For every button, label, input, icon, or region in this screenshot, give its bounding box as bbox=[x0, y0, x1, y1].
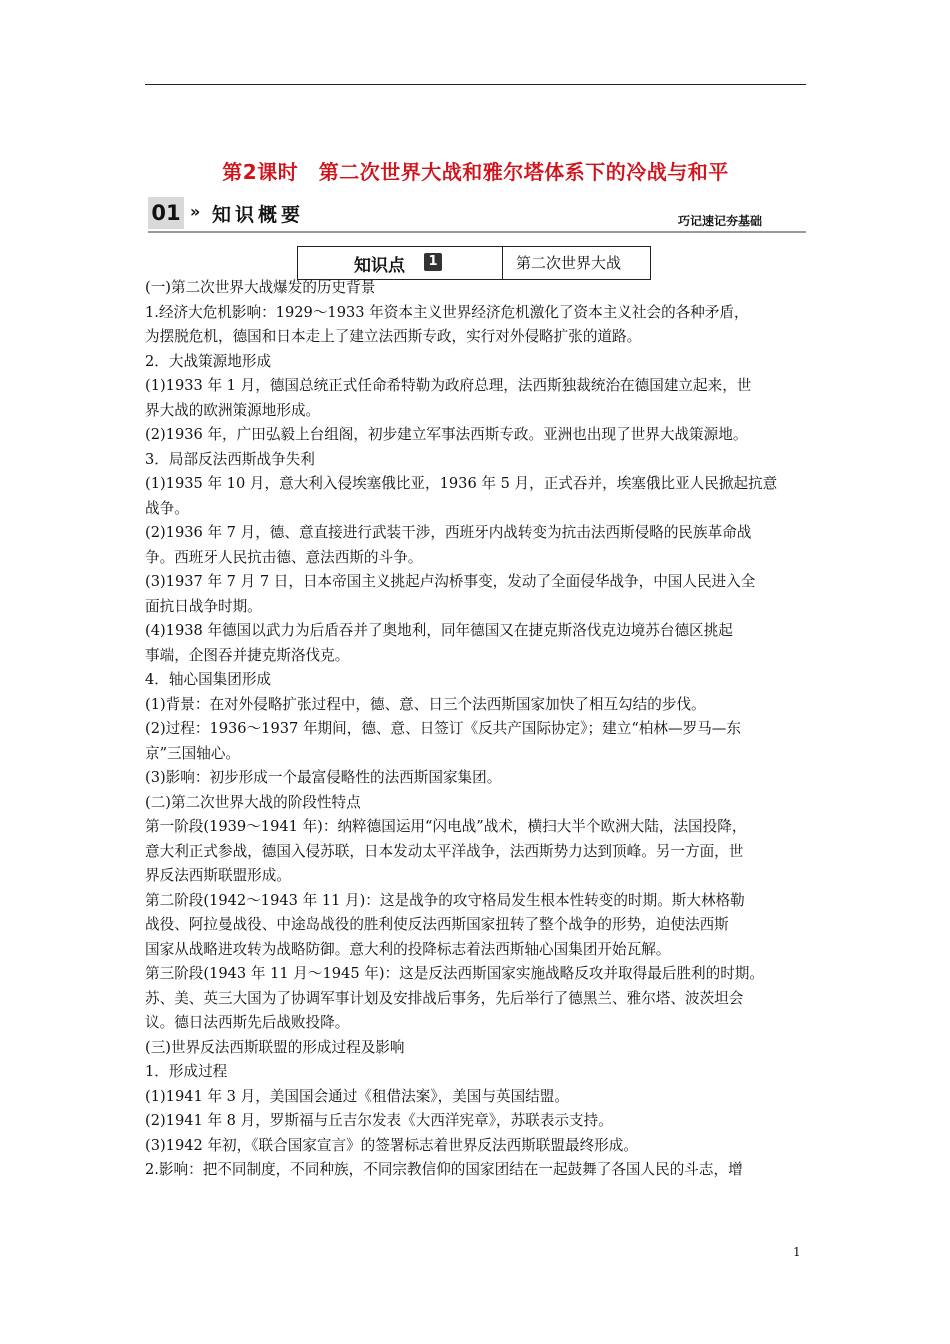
text-line: (2)1941 年 8 月，罗斯福与丘吉尔发表《大西洋宪章》，苏联表示支持。 bbox=[145, 1112, 613, 1129]
text-line: 意大利正式参战，德国入侵苏联，日本发动太平洋战争，法西斯势力达到顶峰。另一方面，世 bbox=[145, 842, 744, 860]
knowledge-point-number: 1 bbox=[424, 253, 442, 271]
section-arrow-icon: » bbox=[190, 202, 201, 221]
text-line: (4)1938 年德国以武力为后盾吞并了奥地利，同年德国又在捷克斯洛伐克边境苏台德区挑起 bbox=[145, 622, 733, 639]
text-line: 3．局部反法西斯战争失利 bbox=[145, 450, 315, 468]
text-line: (3)1937 年 7 月 7 日，日本帝国主义挑起卢沟桥事变，发动了全面侵华战争，中国人民进入全 bbox=[145, 573, 756, 590]
text-line: 国家从战略进攻转为战略防御。意大利的投降标志着法西斯轴心国集团开始瓦解。 bbox=[145, 940, 671, 958]
text-line: 争。西班牙人民抗击德、意法西斯的斗争。 bbox=[145, 548, 423, 566]
text-line: (三)世界反法西斯联盟的形成过程及影响 bbox=[145, 1038, 405, 1056]
text-line: (2)1936 年，广田弘毅上台组阁，初步建立军事法西斯专政。亚洲也出现了世界大战策源地。 bbox=[145, 426, 748, 443]
section-underline bbox=[148, 231, 806, 233]
text-line: 为摆脱危机，德国和日本走上了建立法西斯专政，实行对外侵略扩张的道路。 bbox=[145, 328, 642, 345]
text-line: 京”三国轴心。 bbox=[145, 744, 241, 762]
text-line: 第二阶段(1942～1943 年 11 月)：这是战争的攻守格局发生根本性转变的时期。斯大林格勒 bbox=[145, 891, 745, 909]
knowledge-point-topic: 第二次世界大战 bbox=[516, 254, 622, 272]
text-line: 战役、阿拉曼战役、中途岛战役的胜利使反法西斯国家扭转了整个战争的形势，迫使法西斯 bbox=[145, 916, 729, 933]
text-line: (1)1933 年 1 月，德国总统正式任命希特勒为政府总理，法西斯独裁统治在德国建立起来，世 bbox=[145, 377, 752, 394]
knowledge-point-label-cell bbox=[298, 247, 503, 279]
text-line: (1)1941 年 3 月，美国国会通过《租借法案》，美国与英国结盟。 bbox=[145, 1087, 569, 1105]
text-line: 第一阶段(1939～1941 年)：纳粹德国运用“闪电战”战术，横扫大半个欧洲大陆，法国投降， bbox=[145, 818, 747, 835]
text-line: (二)第二次世界大战的阶段性特点 bbox=[145, 793, 361, 811]
text-line: (3)影响：初步形成一个最富侵略性的法西斯国家集团。 bbox=[145, 769, 502, 786]
text-line: 战争。 bbox=[145, 499, 189, 517]
text-line: 议。德日法西斯先后战败投降。 bbox=[145, 1014, 350, 1031]
text-line: 2．大战策源地形成 bbox=[145, 352, 272, 370]
section-number: 01 bbox=[148, 197, 184, 229]
knowledge-point-box bbox=[297, 246, 651, 280]
text-line: 第三阶段(1943 年 11 月～1945 年)：这是反法西斯国家实施战略反攻并取得最后胜利的时期。 bbox=[145, 965, 764, 982]
header-rule bbox=[145, 84, 806, 85]
text-line: 界大战的欧洲策源地形成。 bbox=[145, 401, 321, 419]
text-line: 事端，企图吞并捷克斯洛伐克。 bbox=[145, 646, 350, 664]
text-line: 1.经济大危机影响：1929～1933 年资本主义世界经济危机激化了资本主义社会的各种矛盾， bbox=[145, 303, 749, 321]
text-line: (2)过程：1936～1937 年期间，德、意、日签订《反共产国际协定》；建立“柏林—罗马—东 bbox=[145, 720, 741, 737]
text-line: (一)第二次世界大战爆发的历史背景 bbox=[145, 279, 376, 296]
text-line: (3)1942 年初，《联合国家宣言》的签署标志着世界反法西斯联盟最终形成。 bbox=[145, 1136, 638, 1154]
document-body bbox=[145, 276, 815, 1183]
text-line: 面抗日战争时期。 bbox=[145, 597, 262, 615]
section-title: 知识概要 bbox=[212, 204, 305, 226]
text-line: 界反法西斯联盟形成。 bbox=[145, 867, 291, 884]
section-subtitle: 巧记速记夯基础 bbox=[677, 214, 762, 228]
text-line: (2)1936 年 7 月，德、意直接进行武装干涉，西班牙内战转变为抗击法西斯侵略的民族革命战 bbox=[145, 524, 752, 541]
lesson-title: 第2课时 第二次世界大战和雅尔塔体系下的冷战与和平 bbox=[222, 160, 729, 184]
text-line: 4．轴心国集团形成 bbox=[145, 671, 272, 688]
section-header bbox=[148, 197, 806, 234]
text-line: (1)背景：在对外侵略扩张过程中，德、意、日三个法西斯国家加快了相互勾结的步伐。 bbox=[145, 695, 706, 713]
text-line: 1．形成过程 bbox=[145, 1063, 228, 1080]
page-number: 1 bbox=[793, 1245, 801, 1259]
text-line: 苏、美、英三大国为了协调军事计划及安排战后事务，先后举行了德黑兰、雅尔塔、波茨坦会 bbox=[145, 989, 744, 1007]
knowledge-point-label: 知识点 bbox=[354, 256, 405, 276]
text-line: (1)1935 年 10 月，意大利入侵埃塞俄比亚，1936 年 5 月，正式吞并，埃塞俄比亚人民掀起抗意 bbox=[145, 475, 778, 492]
text-line: 2.影响：把不同制度，不同种族，不同宗教信仰的国家团结在一起鼓舞了各国人民的斗志，增 bbox=[145, 1161, 743, 1178]
